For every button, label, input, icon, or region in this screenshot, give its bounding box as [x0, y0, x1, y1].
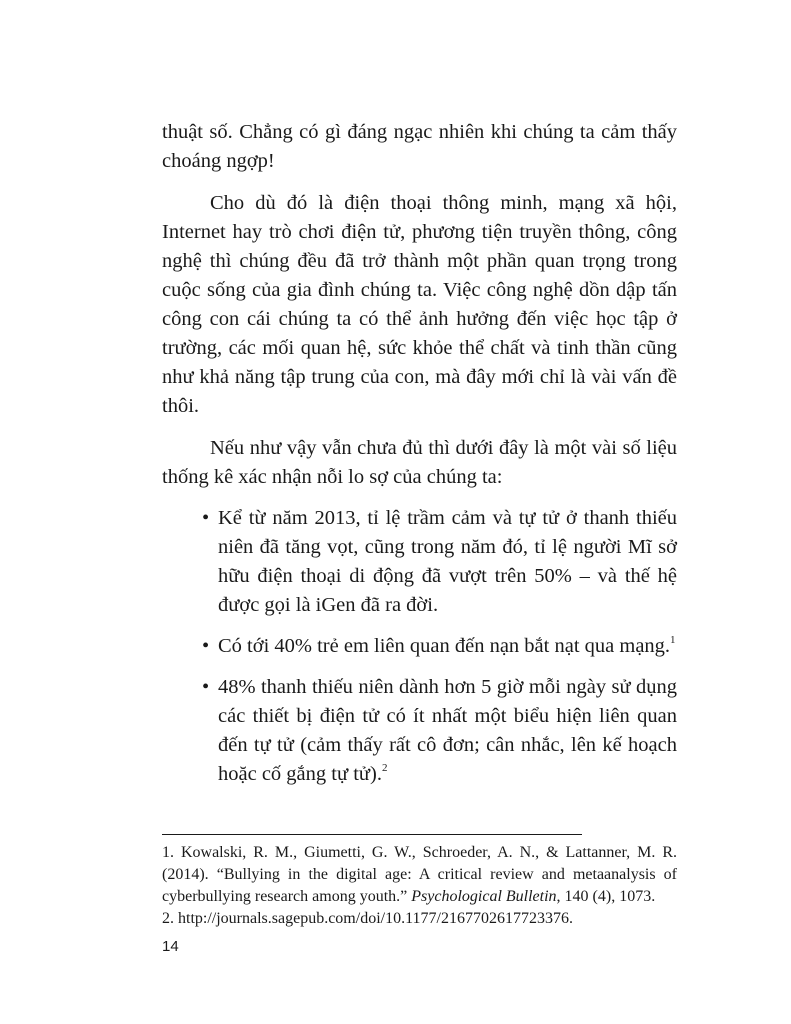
list-item-text: 48% thanh thiếu niên dành hơn 5 giờ mỗi ngày sử dụng các thiết bị điện tử có ít nhất một biểu hiện liên quan đến tự tử (cảm thấy rất cô đơn; cân nhắc, lên kế hoạch hoặc cố gắng tự tử). — [218, 676, 677, 785]
bullet-icon: • — [202, 635, 210, 657]
footnote-1-text: 1. Kowalski, R. M., Giumetti, G. W., Schroeder, A. N., & Lattanner, M. R. (2014). “Bullying in the digital age: A critical review and metaanalysis of cyberbullying research among youth.” — [162, 844, 677, 905]
list-item — [162, 673, 677, 789]
footnote-divider — [162, 834, 582, 835]
paragraph-technology: Cho dù đó là điện thoại thông minh, mạng xã hội, Internet hay trò chơi điện tử, phương tiện truyền thông, công nghệ thì chúng đều đã trở thành một phần quan trọng trong cuộc sống của gia đình chúng ta. Việc công nghệ dồn dập tấn công con cái chúng ta có thể ảnh hưởng đến việc học tập ở trường, các mối quan hệ, sức khỏe thể chất và tinh thần cũng như khả năng tập trung của con, mà đây mới chỉ là vài vấn đề thôi. — [162, 192, 677, 417]
list-item — [162, 632, 677, 661]
footnote-ref[interactable]: 1 — [670, 634, 676, 646]
footnote-ref[interactable]: 2 — [381, 762, 388, 774]
paragraph-continuation: thuật số. Chẳng có gì đáng ngạc nhiên khi chúng ta cảm thấy choáng ngợp! — [162, 121, 677, 172]
list-item — [162, 504, 677, 620]
bullet-icon: • — [202, 676, 210, 698]
main-text — [162, 118, 677, 801]
footnote-2[interactable]: 2. http://journals.sagepub.com/doi/10.1177/2167702617723376. — [162, 910, 573, 927]
statistics-list — [162, 504, 677, 789]
page-number: 14 — [162, 938, 179, 955]
footnote-1 — [162, 842, 677, 908]
list-item-text: Kể từ năm 2013, tỉ lệ trầm cảm và tự tử ở thanh thiếu niên đã tăng vọt, cũng trong năm đó, tỉ lệ người Mĩ sở hữu điện thoại di động đã vượt trên 50% – và thế hệ được gọi là iGen đã ra đời. — [218, 507, 677, 616]
paragraph-statistics-intro: Nếu như vậy vẫn chưa đủ thì dưới đây là một vài số liệu thống kê xác nhận nỗi lo sợ của chúng ta: — [162, 437, 677, 488]
bullet-icon: • — [202, 507, 210, 529]
list-item-text: Có tới 40% trẻ em liên quan đến nạn bắt nạt qua mạng. — [218, 635, 671, 657]
footnotes — [162, 842, 677, 930]
journal-title: Psychological Bulletin — [411, 888, 557, 905]
footnote-1-citation: , 140 (4), 1073. — [556, 888, 656, 905]
